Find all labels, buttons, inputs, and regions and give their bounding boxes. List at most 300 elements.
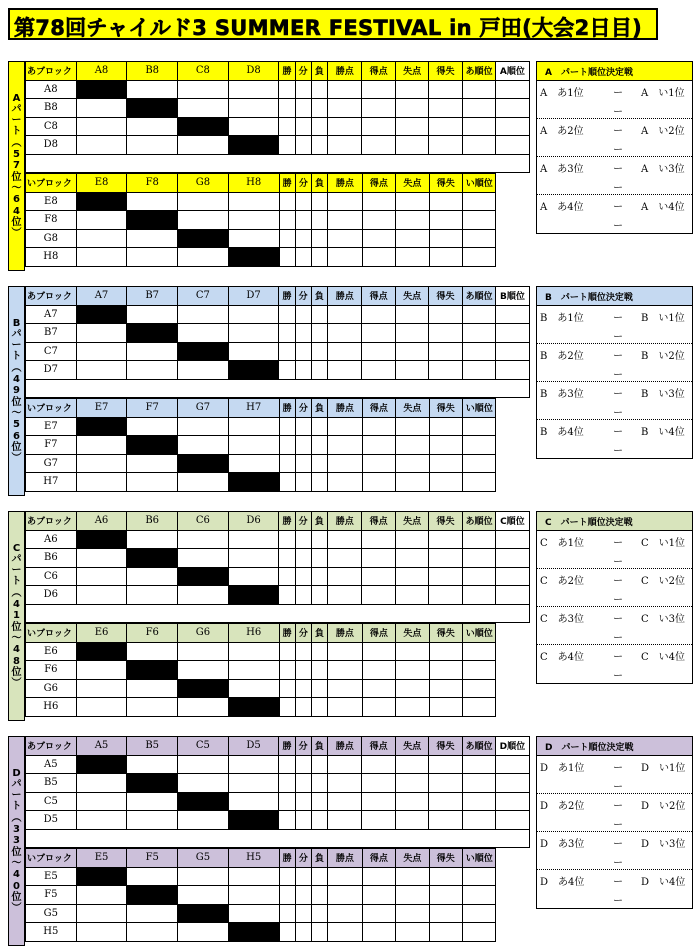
result-cell[interactable] bbox=[76, 923, 127, 942]
stat-cell[interactable] bbox=[362, 211, 395, 230]
stat-cell[interactable] bbox=[279, 549, 295, 568]
stat-cell[interactable] bbox=[395, 80, 428, 99]
stat-cell[interactable] bbox=[429, 792, 462, 811]
stat-cell[interactable] bbox=[429, 923, 462, 942]
result-cell[interactable] bbox=[178, 755, 229, 774]
stat-cell[interactable] bbox=[462, 811, 495, 830]
stat-cell[interactable] bbox=[311, 867, 327, 886]
stat-cell[interactable] bbox=[327, 586, 361, 605]
stat-cell[interactable] bbox=[396, 454, 429, 473]
stat-cell[interactable] bbox=[295, 136, 311, 155]
stat-cell[interactable] bbox=[429, 117, 462, 136]
result-cell[interactable] bbox=[228, 661, 279, 680]
result-cell[interactable] bbox=[178, 473, 229, 492]
stat-cell[interactable] bbox=[279, 136, 295, 155]
stat-cell[interactable] bbox=[396, 436, 429, 455]
result-cell[interactable] bbox=[228, 886, 279, 905]
result-cell[interactable] bbox=[127, 417, 178, 436]
part-rank-cell[interactable] bbox=[496, 586, 529, 605]
stat-cell[interactable] bbox=[311, 755, 327, 774]
stat-cell[interactable] bbox=[362, 454, 395, 473]
stat-cell[interactable] bbox=[311, 679, 327, 698]
stat-cell[interactable] bbox=[395, 324, 428, 343]
result-cell[interactable] bbox=[127, 586, 178, 605]
stat-cell[interactable] bbox=[311, 248, 327, 267]
stat-cell[interactable] bbox=[463, 904, 496, 923]
stat-cell[interactable] bbox=[362, 99, 395, 118]
stat-cell[interactable] bbox=[295, 192, 311, 211]
stat-cell[interactable] bbox=[327, 361, 361, 380]
part-rank-cell[interactable] bbox=[496, 549, 529, 568]
stat-cell[interactable] bbox=[463, 886, 496, 905]
stat-cell[interactable] bbox=[327, 755, 361, 774]
result-cell[interactable] bbox=[228, 192, 279, 211]
stat-cell[interactable] bbox=[362, 473, 395, 492]
stat-cell[interactable] bbox=[395, 342, 428, 361]
stat-cell[interactable] bbox=[429, 136, 462, 155]
stat-cell[interactable] bbox=[295, 811, 311, 830]
stat-cell[interactable] bbox=[279, 192, 295, 211]
stat-cell[interactable] bbox=[429, 679, 462, 698]
stat-cell[interactable] bbox=[311, 305, 327, 324]
stat-cell[interactable] bbox=[362, 904, 395, 923]
stat-cell[interactable] bbox=[328, 229, 362, 248]
stat-cell[interactable] bbox=[327, 811, 361, 830]
stat-cell[interactable] bbox=[395, 305, 428, 324]
result-cell[interactable] bbox=[178, 99, 229, 118]
stat-cell[interactable] bbox=[279, 586, 295, 605]
stat-cell[interactable] bbox=[362, 530, 395, 549]
stat-cell[interactable] bbox=[328, 661, 362, 680]
stat-cell[interactable] bbox=[395, 774, 428, 793]
stat-cell[interactable] bbox=[279, 305, 295, 324]
result-cell[interactable] bbox=[127, 867, 178, 886]
result-cell[interactable] bbox=[127, 923, 178, 942]
stat-cell[interactable] bbox=[279, 567, 295, 586]
stat-cell[interactable] bbox=[463, 661, 496, 680]
stat-cell[interactable] bbox=[311, 229, 327, 248]
stat-cell[interactable] bbox=[429, 567, 462, 586]
result-cell[interactable] bbox=[76, 886, 127, 905]
stat-cell[interactable] bbox=[395, 811, 428, 830]
stat-cell[interactable] bbox=[429, 774, 462, 793]
result-cell[interactable] bbox=[178, 417, 229, 436]
result-cell[interactable] bbox=[228, 80, 279, 99]
result-cell[interactable] bbox=[76, 679, 127, 698]
stat-cell[interactable] bbox=[362, 248, 395, 267]
stat-cell[interactable] bbox=[462, 136, 495, 155]
stat-cell[interactable] bbox=[362, 192, 395, 211]
stat-cell[interactable] bbox=[311, 473, 327, 492]
stat-cell[interactable] bbox=[396, 473, 429, 492]
stat-cell[interactable] bbox=[311, 661, 327, 680]
stat-cell[interactable] bbox=[362, 417, 395, 436]
result-cell[interactable] bbox=[178, 324, 229, 343]
result-cell[interactable] bbox=[178, 305, 229, 324]
stat-cell[interactable] bbox=[295, 229, 311, 248]
stat-cell[interactable] bbox=[362, 661, 395, 680]
stat-cell[interactable] bbox=[295, 549, 311, 568]
stat-cell[interactable] bbox=[362, 136, 395, 155]
stat-cell[interactable] bbox=[328, 867, 362, 886]
stat-cell[interactable] bbox=[295, 436, 311, 455]
stat-cell[interactable] bbox=[327, 342, 361, 361]
result-cell[interactable] bbox=[127, 755, 178, 774]
stat-cell[interactable] bbox=[311, 192, 327, 211]
stat-cell[interactable] bbox=[462, 117, 495, 136]
stat-cell[interactable] bbox=[295, 755, 311, 774]
stat-cell[interactable] bbox=[429, 99, 462, 118]
stat-cell[interactable] bbox=[295, 305, 311, 324]
stat-cell[interactable] bbox=[311, 904, 327, 923]
stat-cell[interactable] bbox=[279, 117, 295, 136]
stat-cell[interactable] bbox=[429, 698, 462, 717]
result-cell[interactable] bbox=[178, 361, 229, 380]
stat-cell[interactable] bbox=[395, 792, 428, 811]
stat-cell[interactable] bbox=[463, 679, 496, 698]
stat-cell[interactable] bbox=[327, 567, 361, 586]
stat-cell[interactable] bbox=[295, 342, 311, 361]
stat-cell[interactable] bbox=[395, 136, 428, 155]
result-cell[interactable] bbox=[228, 567, 279, 586]
stat-cell[interactable] bbox=[279, 792, 295, 811]
stat-cell[interactable] bbox=[396, 211, 429, 230]
stat-cell[interactable] bbox=[462, 567, 495, 586]
stat-cell[interactable] bbox=[362, 305, 395, 324]
result-cell[interactable] bbox=[127, 679, 178, 698]
stat-cell[interactable] bbox=[362, 117, 395, 136]
stat-cell[interactable] bbox=[327, 792, 361, 811]
result-cell[interactable] bbox=[228, 417, 279, 436]
stat-cell[interactable] bbox=[429, 904, 462, 923]
stat-cell[interactable] bbox=[463, 454, 496, 473]
result-cell[interactable] bbox=[127, 530, 178, 549]
stat-cell[interactable] bbox=[429, 886, 462, 905]
result-cell[interactable] bbox=[228, 530, 279, 549]
stat-cell[interactable] bbox=[362, 755, 395, 774]
stat-cell[interactable] bbox=[429, 642, 462, 661]
stat-cell[interactable] bbox=[311, 211, 327, 230]
result-cell[interactable] bbox=[178, 698, 229, 717]
result-cell[interactable] bbox=[76, 211, 127, 230]
stat-cell[interactable] bbox=[362, 342, 395, 361]
stat-cell[interactable] bbox=[279, 923, 295, 942]
stat-cell[interactable] bbox=[311, 774, 327, 793]
stat-cell[interactable] bbox=[362, 586, 395, 605]
part-rank-cell[interactable] bbox=[496, 774, 529, 793]
result-cell[interactable] bbox=[228, 324, 279, 343]
stat-cell[interactable] bbox=[311, 923, 327, 942]
stat-cell[interactable] bbox=[311, 586, 327, 605]
stat-cell[interactable] bbox=[429, 211, 462, 230]
stat-cell[interactable] bbox=[362, 923, 395, 942]
result-cell[interactable] bbox=[127, 229, 178, 248]
result-cell[interactable] bbox=[76, 454, 127, 473]
result-cell[interactable] bbox=[228, 454, 279, 473]
result-cell[interactable] bbox=[228, 867, 279, 886]
stat-cell[interactable] bbox=[362, 867, 395, 886]
result-cell[interactable] bbox=[178, 661, 229, 680]
result-cell[interactable] bbox=[178, 211, 229, 230]
stat-cell[interactable] bbox=[462, 99, 495, 118]
stat-cell[interactable] bbox=[463, 436, 496, 455]
result-cell[interactable] bbox=[228, 904, 279, 923]
stat-cell[interactable] bbox=[279, 661, 295, 680]
stat-cell[interactable] bbox=[429, 586, 462, 605]
stat-cell[interactable] bbox=[362, 679, 395, 698]
stat-cell[interactable] bbox=[327, 117, 361, 136]
stat-cell[interactable] bbox=[362, 642, 395, 661]
stat-cell[interactable] bbox=[362, 549, 395, 568]
stat-cell[interactable] bbox=[279, 417, 295, 436]
part-rank-cell[interactable] bbox=[496, 567, 529, 586]
result-cell[interactable] bbox=[228, 679, 279, 698]
stat-cell[interactable] bbox=[462, 361, 495, 380]
stat-cell[interactable] bbox=[429, 417, 462, 436]
stat-cell[interactable] bbox=[362, 324, 395, 343]
stat-cell[interactable] bbox=[429, 305, 462, 324]
result-cell[interactable] bbox=[76, 324, 127, 343]
stat-cell[interactable] bbox=[327, 549, 361, 568]
part-rank-cell[interactable] bbox=[496, 117, 529, 136]
result-cell[interactable] bbox=[127, 792, 178, 811]
stat-cell[interactable] bbox=[429, 80, 462, 99]
result-cell[interactable] bbox=[76, 361, 127, 380]
result-cell[interactable] bbox=[127, 248, 178, 267]
result-cell[interactable] bbox=[178, 248, 229, 267]
result-cell[interactable] bbox=[178, 811, 229, 830]
result-cell[interactable] bbox=[127, 473, 178, 492]
stat-cell[interactable] bbox=[395, 117, 428, 136]
part-rank-cell[interactable] bbox=[496, 305, 529, 324]
stat-cell[interactable] bbox=[327, 530, 361, 549]
result-cell[interactable] bbox=[76, 792, 127, 811]
stat-cell[interactable] bbox=[395, 361, 428, 380]
result-cell[interactable] bbox=[76, 117, 127, 136]
part-rank-cell[interactable] bbox=[496, 361, 529, 380]
stat-cell[interactable] bbox=[279, 361, 295, 380]
stat-cell[interactable] bbox=[311, 324, 327, 343]
part-rank-cell[interactable] bbox=[496, 80, 529, 99]
stat-cell[interactable] bbox=[328, 904, 362, 923]
result-cell[interactable] bbox=[76, 342, 127, 361]
stat-cell[interactable] bbox=[279, 342, 295, 361]
stat-cell[interactable] bbox=[279, 811, 295, 830]
stat-cell[interactable] bbox=[362, 811, 395, 830]
result-cell[interactable] bbox=[178, 530, 229, 549]
stat-cell[interactable] bbox=[311, 417, 327, 436]
stat-cell[interactable] bbox=[279, 698, 295, 717]
stat-cell[interactable] bbox=[279, 904, 295, 923]
result-cell[interactable] bbox=[76, 436, 127, 455]
stat-cell[interactable] bbox=[462, 530, 495, 549]
stat-cell[interactable] bbox=[328, 436, 362, 455]
stat-cell[interactable] bbox=[295, 530, 311, 549]
result-cell[interactable] bbox=[178, 586, 229, 605]
result-cell[interactable] bbox=[76, 229, 127, 248]
stat-cell[interactable] bbox=[295, 567, 311, 586]
result-cell[interactable] bbox=[228, 229, 279, 248]
result-cell[interactable] bbox=[228, 117, 279, 136]
stat-cell[interactable] bbox=[362, 792, 395, 811]
result-cell[interactable] bbox=[228, 549, 279, 568]
stat-cell[interactable] bbox=[328, 923, 362, 942]
stat-cell[interactable] bbox=[362, 886, 395, 905]
stat-cell[interactable] bbox=[396, 417, 429, 436]
stat-cell[interactable] bbox=[429, 436, 462, 455]
part-rank-cell[interactable] bbox=[496, 136, 529, 155]
stat-cell[interactable] bbox=[295, 248, 311, 267]
result-cell[interactable] bbox=[127, 305, 178, 324]
stat-cell[interactable] bbox=[396, 661, 429, 680]
stat-cell[interactable] bbox=[429, 811, 462, 830]
stat-cell[interactable] bbox=[463, 192, 496, 211]
stat-cell[interactable] bbox=[396, 642, 429, 661]
stat-cell[interactable] bbox=[396, 923, 429, 942]
stat-cell[interactable] bbox=[295, 661, 311, 680]
part-rank-cell[interactable] bbox=[496, 530, 529, 549]
stat-cell[interactable] bbox=[429, 755, 462, 774]
stat-cell[interactable] bbox=[462, 792, 495, 811]
stat-cell[interactable] bbox=[429, 473, 462, 492]
stat-cell[interactable] bbox=[429, 867, 462, 886]
part-rank-cell[interactable] bbox=[496, 755, 529, 774]
stat-cell[interactable] bbox=[463, 211, 496, 230]
result-cell[interactable] bbox=[76, 567, 127, 586]
stat-cell[interactable] bbox=[362, 774, 395, 793]
stat-cell[interactable] bbox=[328, 248, 362, 267]
stat-cell[interactable] bbox=[327, 99, 361, 118]
stat-cell[interactable] bbox=[328, 417, 362, 436]
stat-cell[interactable] bbox=[311, 530, 327, 549]
result-cell[interactable] bbox=[76, 248, 127, 267]
stat-cell[interactable] bbox=[463, 923, 496, 942]
result-cell[interactable] bbox=[76, 586, 127, 605]
stat-cell[interactable] bbox=[295, 923, 311, 942]
stat-cell[interactable] bbox=[279, 755, 295, 774]
stat-cell[interactable] bbox=[395, 755, 428, 774]
stat-cell[interactable] bbox=[395, 549, 428, 568]
result-cell[interactable] bbox=[127, 192, 178, 211]
result-cell[interactable] bbox=[228, 305, 279, 324]
stat-cell[interactable] bbox=[295, 792, 311, 811]
result-cell[interactable] bbox=[76, 661, 127, 680]
stat-cell[interactable] bbox=[311, 99, 327, 118]
stat-cell[interactable] bbox=[279, 774, 295, 793]
stat-cell[interactable] bbox=[362, 567, 395, 586]
stat-cell[interactable] bbox=[327, 136, 361, 155]
stat-cell[interactable] bbox=[328, 211, 362, 230]
stat-cell[interactable] bbox=[279, 886, 295, 905]
stat-cell[interactable] bbox=[463, 642, 496, 661]
stat-cell[interactable] bbox=[395, 99, 428, 118]
stat-cell[interactable] bbox=[279, 679, 295, 698]
stat-cell[interactable] bbox=[295, 417, 311, 436]
part-rank-cell[interactable] bbox=[496, 324, 529, 343]
result-cell[interactable] bbox=[127, 342, 178, 361]
stat-cell[interactable] bbox=[429, 454, 462, 473]
stat-cell[interactable] bbox=[328, 679, 362, 698]
stat-cell[interactable] bbox=[429, 661, 462, 680]
result-cell[interactable] bbox=[228, 642, 279, 661]
stat-cell[interactable] bbox=[279, 454, 295, 473]
stat-cell[interactable] bbox=[463, 229, 496, 248]
stat-cell[interactable] bbox=[295, 698, 311, 717]
result-cell[interactable] bbox=[178, 923, 229, 942]
stat-cell[interactable] bbox=[328, 698, 362, 717]
stat-cell[interactable] bbox=[429, 324, 462, 343]
stat-cell[interactable] bbox=[311, 117, 327, 136]
result-cell[interactable] bbox=[127, 567, 178, 586]
stat-cell[interactable] bbox=[295, 774, 311, 793]
result-cell[interactable] bbox=[178, 642, 229, 661]
part-rank-cell[interactable] bbox=[496, 792, 529, 811]
stat-cell[interactable] bbox=[295, 80, 311, 99]
stat-cell[interactable] bbox=[462, 586, 495, 605]
stat-cell[interactable] bbox=[311, 811, 327, 830]
stat-cell[interactable] bbox=[311, 567, 327, 586]
stat-cell[interactable] bbox=[396, 867, 429, 886]
stat-cell[interactable] bbox=[463, 698, 496, 717]
stat-cell[interactable] bbox=[279, 211, 295, 230]
stat-cell[interactable] bbox=[463, 248, 496, 267]
stat-cell[interactable] bbox=[396, 679, 429, 698]
stat-cell[interactable] bbox=[311, 642, 327, 661]
result-cell[interactable] bbox=[127, 361, 178, 380]
stat-cell[interactable] bbox=[279, 99, 295, 118]
stat-cell[interactable] bbox=[311, 436, 327, 455]
stat-cell[interactable] bbox=[462, 774, 495, 793]
result-cell[interactable] bbox=[178, 886, 229, 905]
stat-cell[interactable] bbox=[295, 473, 311, 492]
stat-cell[interactable] bbox=[396, 886, 429, 905]
result-cell[interactable] bbox=[127, 642, 178, 661]
stat-cell[interactable] bbox=[295, 904, 311, 923]
stat-cell[interactable] bbox=[429, 361, 462, 380]
stat-cell[interactable] bbox=[327, 774, 361, 793]
stat-cell[interactable] bbox=[327, 305, 361, 324]
stat-cell[interactable] bbox=[396, 248, 429, 267]
stat-cell[interactable] bbox=[327, 324, 361, 343]
stat-cell[interactable] bbox=[429, 229, 462, 248]
stat-cell[interactable] bbox=[295, 361, 311, 380]
stat-cell[interactable] bbox=[362, 361, 395, 380]
stat-cell[interactable] bbox=[279, 642, 295, 661]
stat-cell[interactable] bbox=[279, 530, 295, 549]
stat-cell[interactable] bbox=[311, 342, 327, 361]
result-cell[interactable] bbox=[228, 342, 279, 361]
stat-cell[interactable] bbox=[311, 136, 327, 155]
stat-cell[interactable] bbox=[429, 342, 462, 361]
stat-cell[interactable] bbox=[311, 698, 327, 717]
result-cell[interactable] bbox=[76, 136, 127, 155]
part-rank-cell[interactable] bbox=[496, 342, 529, 361]
stat-cell[interactable] bbox=[279, 248, 295, 267]
stat-cell[interactable] bbox=[429, 248, 462, 267]
result-cell[interactable] bbox=[228, 792, 279, 811]
stat-cell[interactable] bbox=[462, 342, 495, 361]
stat-cell[interactable] bbox=[311, 80, 327, 99]
stat-cell[interactable] bbox=[395, 567, 428, 586]
stat-cell[interactable] bbox=[279, 80, 295, 99]
stat-cell[interactable] bbox=[396, 229, 429, 248]
stat-cell[interactable] bbox=[328, 642, 362, 661]
stat-cell[interactable] bbox=[295, 867, 311, 886]
stat-cell[interactable] bbox=[429, 530, 462, 549]
result-cell[interactable] bbox=[178, 774, 229, 793]
stat-cell[interactable] bbox=[396, 698, 429, 717]
stat-cell[interactable] bbox=[463, 867, 496, 886]
